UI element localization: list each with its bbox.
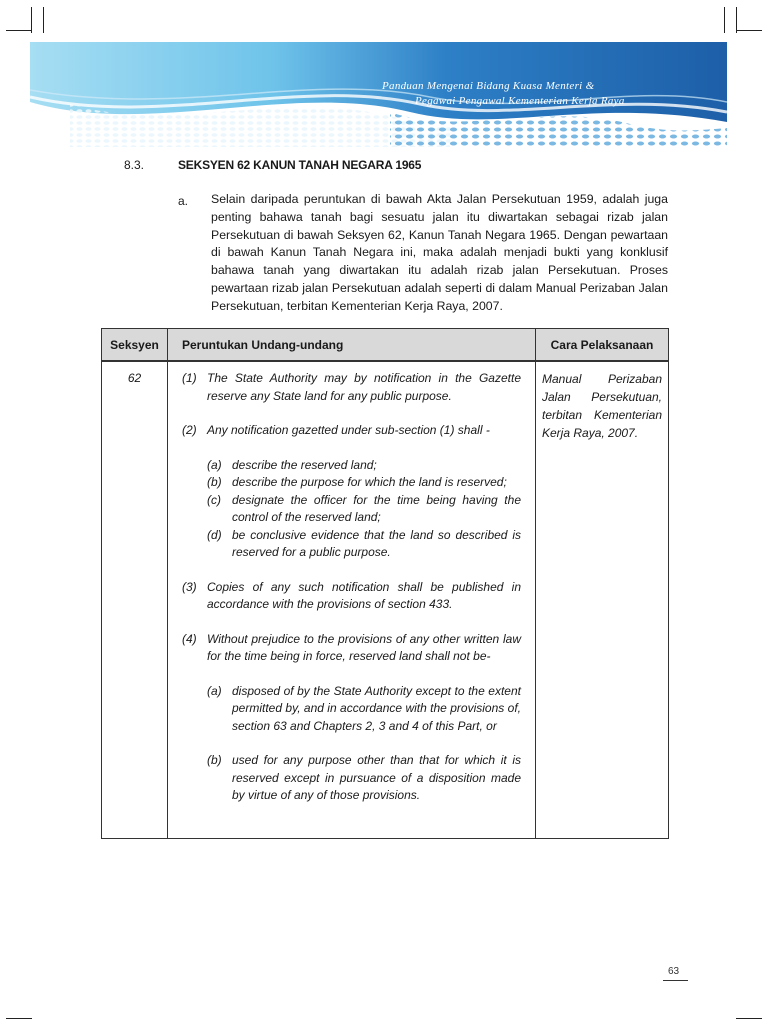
header-title-line2: Pegawai Pengawal Kementerian Kerja Raya [415,95,625,107]
list-item [207,474,521,492]
section-title: SEKSYEN 62 KANUN TANAH NEGARA 1965 [178,158,422,172]
header-peruntukan: Peruntukan Undang-undang [168,329,536,362]
header-seksyen: Seksyen [102,329,168,362]
item-number: (c) [207,492,221,507]
clause-2-items [182,457,521,562]
clause-text: Without prejudice to the provisions of any other written law for the time being in force, reserved land shall not be- [207,631,521,663]
item-text: disposed of by the State Authority except to the extent permitted by, and in accordance with the provisions of, section 63 and Chapters 2, 3 and 4 of this Part, or [232,683,521,733]
list-item [207,683,521,736]
implementation-cell: Manual Perizaban Jalan Persekutuan, terbitan Kementerian Kerja Raya, 2007. [536,361,669,839]
crop-mark [736,30,762,31]
item-number: (b) [207,475,222,489]
clause-1 [182,370,521,405]
list-item [207,492,521,527]
crop-mark [736,1018,762,1019]
clause-3 [182,579,521,614]
header-title-line1: Panduan Mengenai Bidang Kuasa Menteri & [382,80,595,92]
crop-mark [6,30,32,31]
clause-text: Any notification gazetted under sub-section (1) shall - [207,423,490,437]
list-item [207,457,521,475]
table-header-row [102,329,669,362]
clause-number: (2) [182,423,197,437]
list-item [207,752,521,805]
item-text: used for any purpose other than that for which it is reserved except in pursuance of a disposition made by virtue of any of those provisions. [232,753,521,802]
clause-number: (3) [182,579,197,594]
law-cell [168,361,536,839]
crop-mark [724,7,725,33]
item-number: (a) [207,457,222,472]
section-number: 8.3. [124,158,145,172]
paragraph-label: a. [178,194,189,208]
crop-mark [6,1018,32,1019]
item-text: be conclusive evidence that the land so described is reserved for a public purpose. [232,527,521,559]
item-number: (a) [207,683,222,698]
page-number-underline [663,980,688,981]
item-number: (d) [207,527,222,542]
clause-number: (1) [182,371,197,385]
clause-4-items [182,683,521,805]
header-cara: Cara Pelaksanaan [536,329,669,362]
provisions-table [101,328,669,839]
paragraph-text: Selain daripada peruntukan di bawah Akta Jalan Persekutuan 1959, adalah juga penting bahawa tanah bagi sesuatu jalan itu diwartakan sebagai rizab jalan Persekutuan di bawah Seksyen 62, Kanun Tanah Negara 1965. Dengan pewartaan di bawah Kanun Tanah Negara ini, maka adalah menjadi bukti yang konklusif bahawa tanah yang diwartakan itu adalah rizab jalan Persekutuan. Proses pewartaan rizab jalan Persekutuan adalah seperti di dalam Manual Perizaban Jalan Persekutuan, terbitan Kementerian Kerja Raya, 2007. [211,192,668,313]
table-row [102,361,669,839]
section-cell: 62 [102,361,168,839]
list-item [207,527,521,562]
clause-number: (4) [182,631,197,646]
clause-text: Copies of any such notification shall be published in accordance with the provisions of section 433. [207,579,521,611]
item-text: describe the reserved land; [232,457,377,472]
item-number: (b) [207,753,222,767]
item-text: describe the purpose for which the land is reserved; [232,475,507,489]
item-text: designate the officer for the time being having the control of the reserved land; [232,492,521,524]
crop-mark [43,7,44,33]
clause-4 [182,631,521,666]
page-number: 63 [668,966,680,977]
clause-2 [182,422,521,440]
clause-text: The State Authority may by notification in the Gazette reserve any State land for any public purpose. [207,371,521,403]
